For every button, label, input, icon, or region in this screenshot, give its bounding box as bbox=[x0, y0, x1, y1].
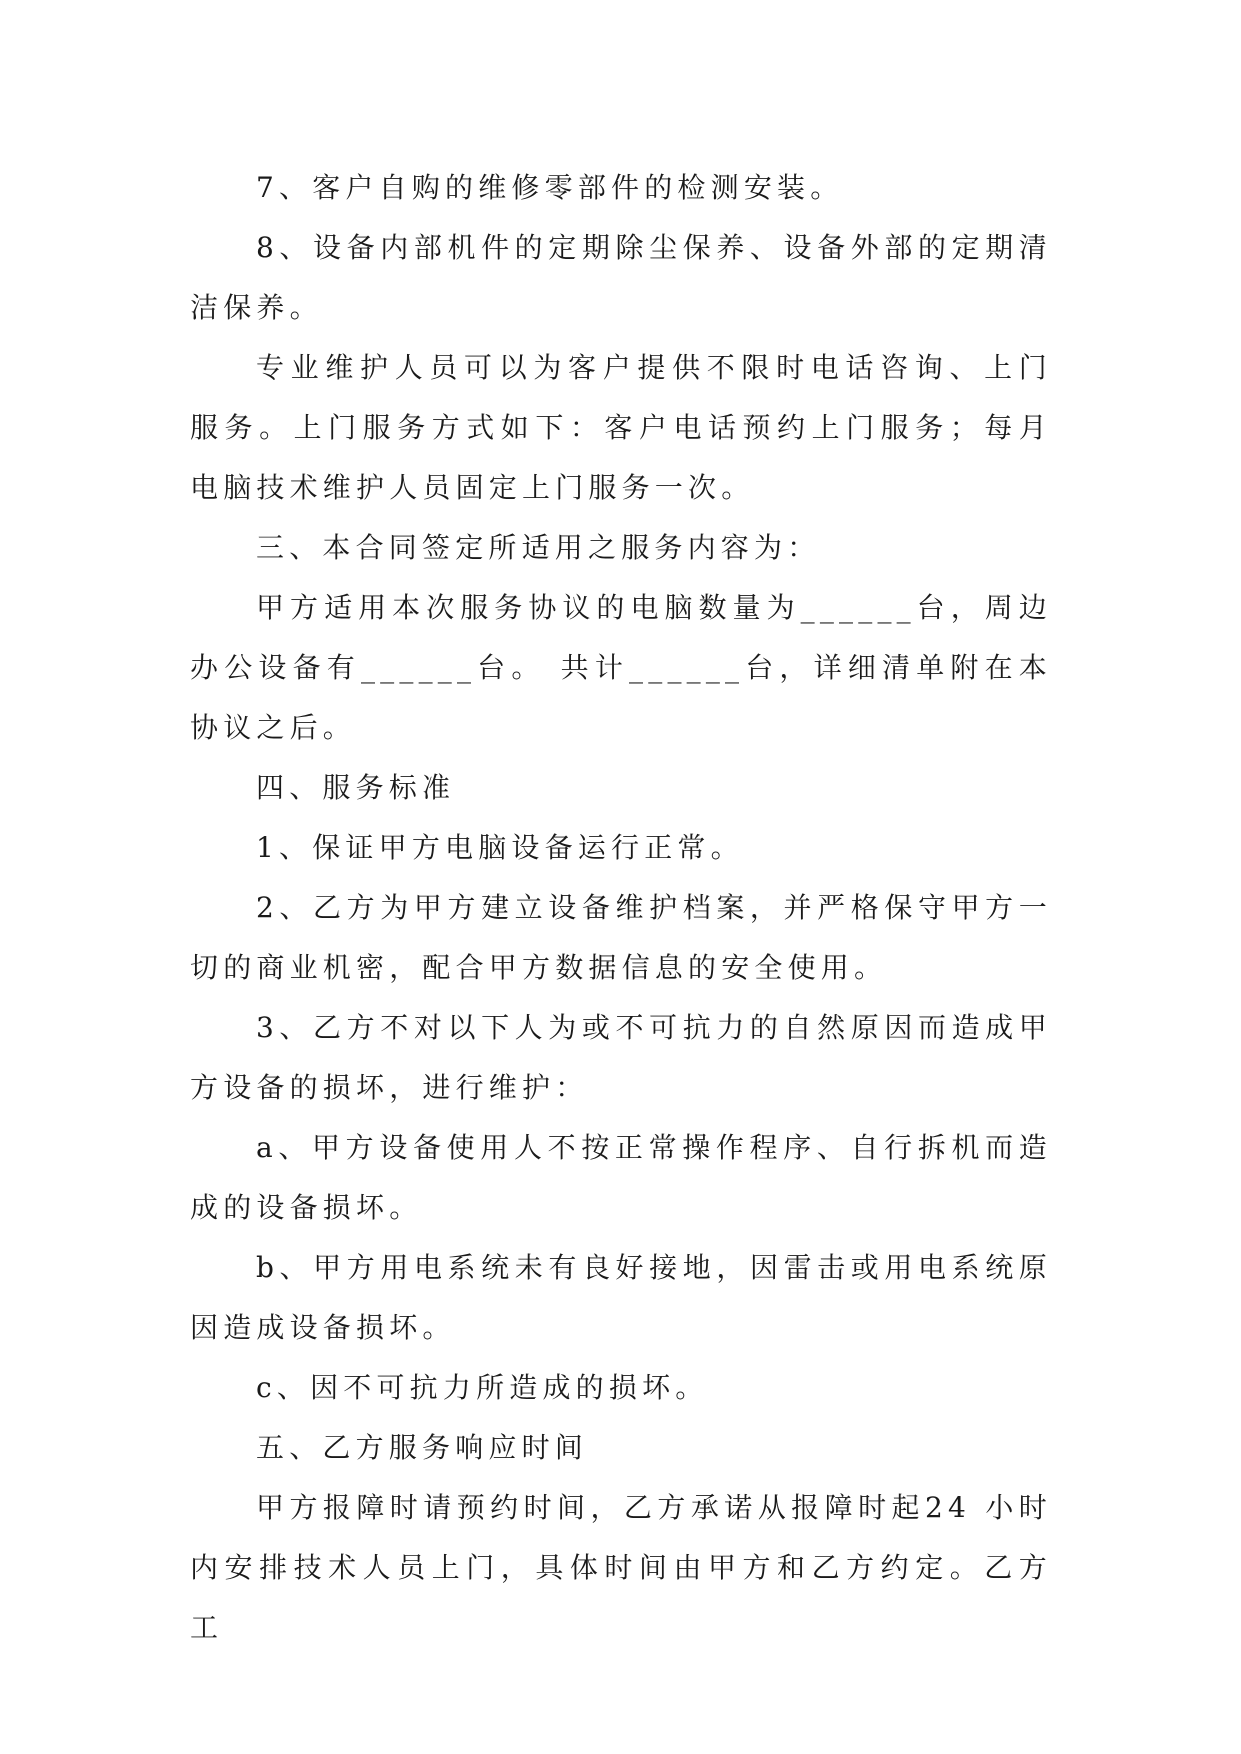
paragraph-device-count: 甲方适用本次服务协议的电脑数量为______台，周边办公设备有______台。 共计______台，详细清单附在本协议之后。 bbox=[190, 591, 1052, 744]
section-heading-3: 三、本合同签定所适用之服务内容为： bbox=[256, 531, 821, 564]
paragraph-standard-2: 2、乙方为甲方建立设备维护档案，并严格保守甲方一切的商业机密，配合甲方数据信息的安全使用。 bbox=[190, 891, 1052, 984]
paragraph-exclusion-a: a、甲方设备使用人不按正常操作程序、自行拆机而造成的设备损坏。 bbox=[190, 1131, 1052, 1224]
paragraph-standard-1: 1、保证甲方电脑设备运行正常。 bbox=[256, 831, 744, 864]
paragraph-exclusion-c: c、因不可抗力所造成的损坏。 bbox=[256, 1371, 709, 1404]
paragraph-response-time: 甲方报障时请预约时间，乙方承诺从报障时起24 小时内安排技术人员上门，具体时间由甲方和乙方约定。乙方工 bbox=[190, 1491, 1052, 1644]
document-page bbox=[190, 158, 1052, 1658]
paragraph-service-description: 专业维护人员可以为客户提供不限时电话咨询、上门服务。上门服务方式如下：客户电话预约上门服务；每月电脑技术维护人员固定上门服务一次。 bbox=[190, 351, 1052, 504]
paragraph-standard-3: 3、乙方不对以下人为或不可抗力的自然原因而造成甲方设备的损坏，进行维护： bbox=[190, 1011, 1052, 1104]
paragraph-item-7: 7、客户自购的维修零部件的检测安装。 bbox=[256, 171, 844, 204]
section-heading-5: 五、乙方服务响应时间 bbox=[256, 1431, 589, 1464]
paragraph-exclusion-b: b、甲方用电系统未有良好接地，因雷击或用电系统原因造成设备损坏。 bbox=[190, 1251, 1052, 1344]
paragraph-item-8: 8、设备内部机件的定期除尘保养、设备外部的定期清洁保养。 bbox=[190, 231, 1052, 324]
section-heading-4: 四、服务标准 bbox=[256, 771, 456, 804]
